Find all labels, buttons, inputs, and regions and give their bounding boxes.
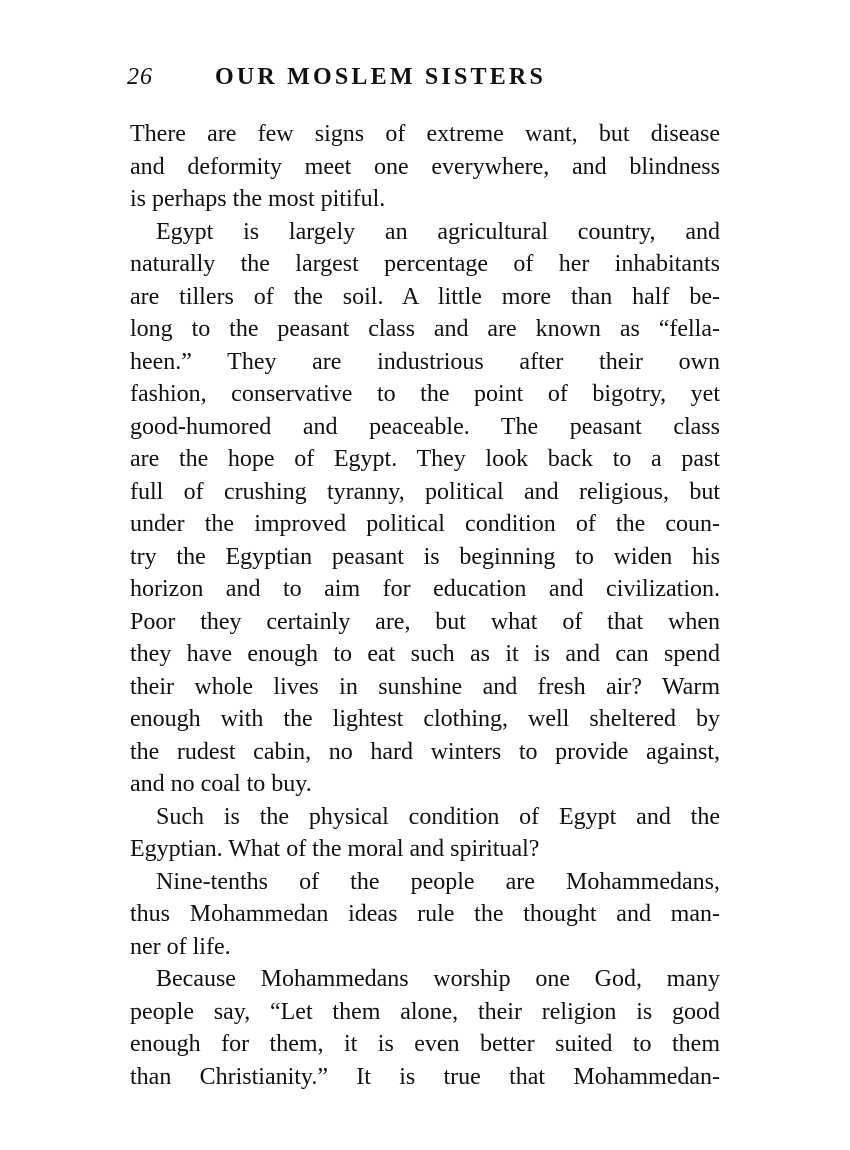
text-line: heen.” They are industrious after their own (130, 348, 720, 375)
text-line: under the improved political condition of the coun- (130, 511, 720, 537)
running-head (127, 64, 727, 104)
text-line: and no coal to buy. (130, 771, 312, 797)
text-line: Egypt is largely an agricultural country, and (156, 218, 720, 245)
text-line: and deformity meet one everywhere, and blindness (130, 153, 720, 180)
body-text (130, 118, 720, 1093)
text-line: they have enough to eat such as it is and can spend (130, 641, 720, 667)
text-line: horizon and to aim for education and civilization. (130, 576, 720, 602)
text-line: ner of life. (130, 933, 231, 960)
text-line: naturally the largest percentage of her inhabitants (130, 251, 720, 277)
text-line: thus Mohammedan ideas rule the thought and man- (130, 901, 720, 927)
text-line: Because Mohammedans worship one God, many (156, 966, 720, 992)
text-line: long to the peasant class and are known as “fella- (130, 316, 720, 342)
page-number: 26 (127, 64, 153, 90)
text-line: than Christianity.” It is true that Mohammedan- (130, 1063, 720, 1090)
text-line: fashion, conservative to the point of bigotry, yet (130, 381, 720, 407)
text-line: good-humored and peaceable. The peasant class (130, 413, 720, 440)
text-line: enough for them, it is even better suited to them (130, 1031, 720, 1057)
text-line: are tillers of the soil. A little more than half be- (130, 283, 720, 310)
text-line: There are few signs of extreme want, but disease (130, 121, 720, 147)
text-line: full of crushing tyranny, political and religious, but (130, 478, 720, 505)
text-line: Egyptian. What of the moral and spiritual? (130, 836, 540, 862)
text-line: Poor they certainly are, but what of that when (130, 608, 720, 635)
book-title: OUR MOSLEM SISTERS (215, 64, 546, 90)
text-line: is perhaps the most pitiful. (130, 186, 386, 212)
text-line: enough with the lightest clothing, well sheltered by (130, 706, 720, 732)
text-line: are the hope of Egypt. They look back to a past (130, 446, 720, 472)
text-line: their whole lives in sunshine and fresh air? Warm (130, 673, 720, 700)
text-line: Nine-tenths of the people are Mohammedans, (156, 868, 720, 895)
text-line: the rudest cabin, no hard winters to provide against, (130, 738, 720, 765)
text-line: try the Egyptian peasant is beginning to widen his (130, 543, 720, 570)
text-line: Such is the physical condition of Egypt and the (156, 803, 720, 830)
text-line: people say, “Let them alone, their religion is good (130, 998, 720, 1025)
